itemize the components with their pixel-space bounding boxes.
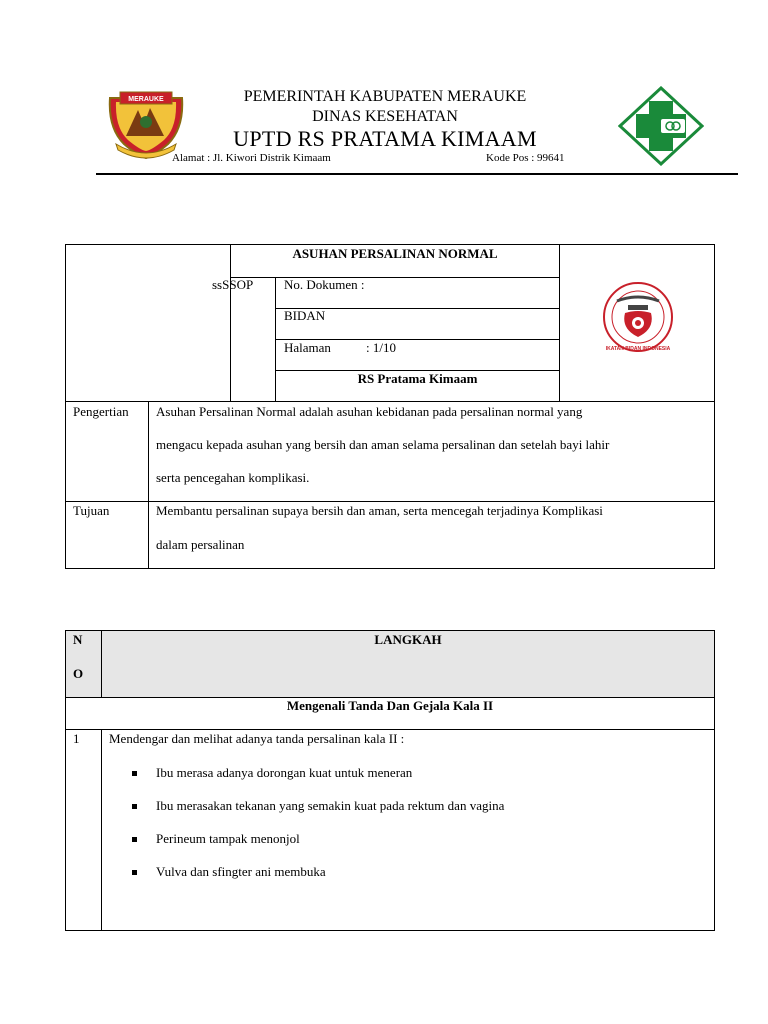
definition-row-divider [65, 501, 715, 502]
no-header-o: O [73, 666, 84, 681]
unit-label: BIDAN [284, 308, 326, 323]
list-item: Perineum tampak menonjol [132, 831, 702, 864]
pengertian-label: Pengertian [73, 404, 129, 419]
puskesmas-cross-logo [618, 86, 704, 166]
document-number-label: No. Dokumen : [284, 277, 365, 292]
pengertian-line-3: serta pencegahan komplikasi. [156, 470, 310, 485]
merauke-regency-logo [104, 88, 188, 160]
postal-code: Kode Pos : 99641 [486, 152, 565, 164]
institution-name: RS Pratama Kimaam [357, 371, 478, 386]
page-value: : 1/10 [366, 340, 396, 355]
steps-col-divider-row [101, 729, 102, 931]
ibi-logo [597, 281, 679, 353]
government-name: PEMERINTAH KABUPATEN MERAUKE [243, 88, 527, 105]
tujuan-line-2: dalam persalinan [156, 537, 245, 552]
page-label: Halaman [284, 340, 331, 355]
ibi-logo-text: IKATAN BIDAN INDONESIA [605, 346, 671, 352]
section-title: Mengenali Tanda Dan Gejala Kala II [286, 698, 494, 713]
list-item: Ibu merasa adanya dorongan kuat untuk meneran [132, 765, 702, 798]
tujuan-line-1: Membantu persalinan supaya bersih dan aman, serta mencegah terjadinya Komplikasi [156, 503, 603, 518]
no-header-n: N [73, 632, 83, 647]
address-text: Alamat : Jl. Kiwori Distrik Kimaam [172, 152, 331, 164]
logo-left-text: MERAUKE [128, 96, 164, 103]
sop-label: ssSSOP [212, 277, 254, 292]
hospital-name: UPTD RS PRATAMA KIMAAM [233, 126, 537, 151]
list-item: Ibu merasakan tekanan yang semakin kuat pada rektum dan vagina [132, 798, 702, 831]
sop-left-border [230, 277, 231, 402]
list-item: Vulva dan sfingter ani membuka [132, 864, 702, 897]
pengertian-line-1: Asuhan Persalinan Normal adalah asuhan kebidanan pada persalinan normal yang [156, 404, 583, 419]
definition-col-divider [148, 401, 149, 569]
step-bullet-list [132, 765, 702, 897]
step-text: Mendengar dan melihat adanya tanda persalinan kala II : [109, 731, 405, 746]
tujuan-label: Tujuan [73, 503, 110, 518]
sop-title: ASUHAN PERSALINAN NORMAL [292, 246, 498, 261]
pengertian-line-2: mengacu kepada asuhan yang bersih dan aman selama persalinan dan setelah bayi lahir [156, 437, 610, 452]
department-name: DINAS KESEHATAN [312, 108, 458, 125]
langkah-header: LANGKAH [374, 632, 442, 647]
step-number: 1 [73, 731, 80, 746]
header-divider [96, 173, 738, 175]
